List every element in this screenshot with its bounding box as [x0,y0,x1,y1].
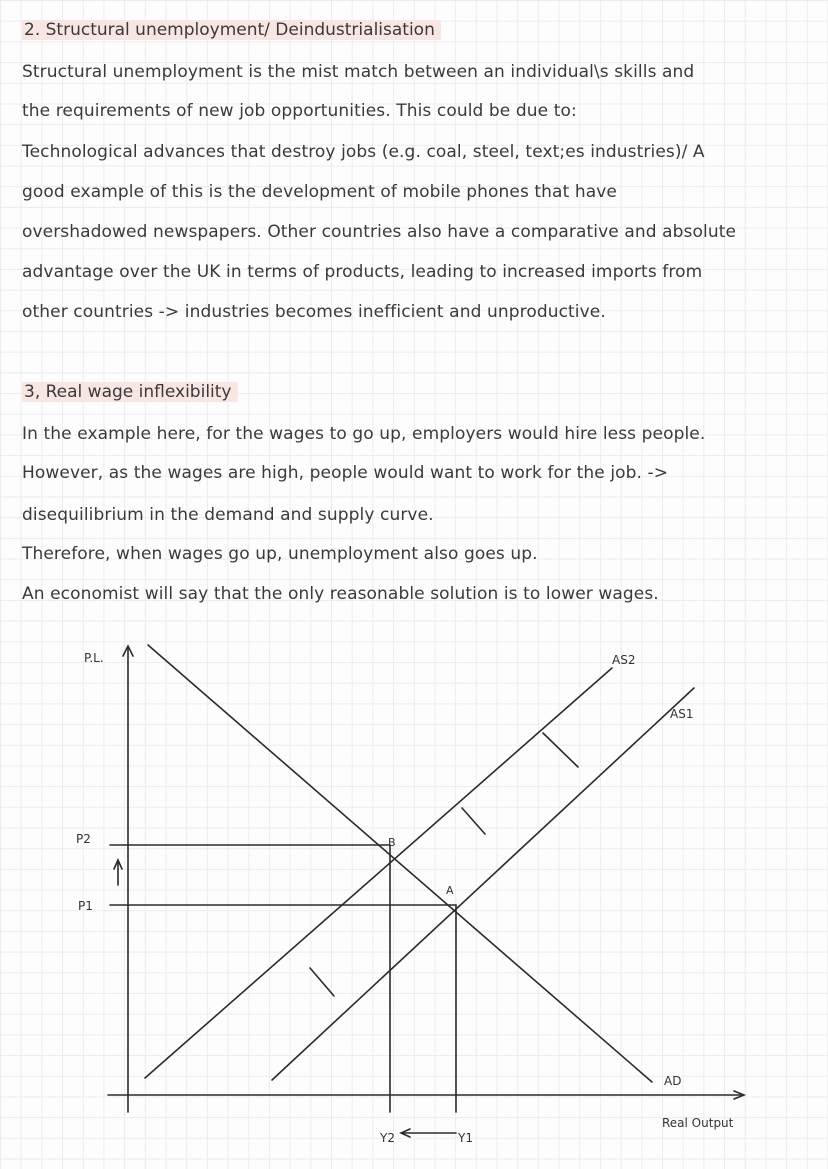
section-2-line-1: Structural unemployment is the mist match between an individual\s skills and [22,62,695,82]
as1-label: AS1 [670,707,694,721]
section-3-line-1: In the example here, for the wages to go up, employers would hire less people. [22,424,706,444]
shift-tick-1 [543,733,578,767]
as2-curve [145,668,612,1078]
ad-label: AD [664,1074,682,1088]
ad-curve [148,645,652,1082]
section-2-line-7: other countries -> industries becomes inefficient and unproductive. [22,302,606,322]
section-2-line-4: good example of this is the development of mobile phones that have [22,182,617,202]
shift-tick-2 [310,968,334,996]
section-2-line-2: the requirements of new job opportunities. This could be due to: [22,101,577,121]
section-2-line-5: overshadowed newspapers. Other countries also have a comparative and absolute [22,222,737,242]
point-b-label: B [388,836,396,849]
section-2-line-6: advantage over the UK in terms of products, leading to increased imports from [22,262,703,282]
x-axis-label: Real Output [662,1116,734,1130]
as1-curve [272,688,694,1080]
section-3-line-3: disequilibrium in the demand and supply curve. [22,505,434,525]
p1-label: P1 [78,899,93,913]
section-3-line-2: However, as the wages are high, people would want to work for the job. -> [22,463,669,483]
section-3-line-4: Therefore, when wages go up, unemployment also goes up. [22,544,538,564]
p2-label: P2 [76,832,91,846]
as2-label: AS2 [612,653,636,667]
shift-tick-3 [462,808,485,834]
y1-label: Y1 [458,1131,473,1145]
point-a-label: A [446,884,454,897]
section-2-line-3: Technological advances that destroy jobs (e.g. coal, steel, text;es industries)/ A [22,142,705,162]
y2-label: Y2 [380,1131,395,1145]
section-3-line-5: An economist will say that the only reasonable solution is to lower wages. [22,584,659,604]
y-axis-label: P.L. [84,651,104,665]
section-2-heading: 2. Structural unemployment/ Deindustrialisation [22,20,441,40]
section-3-heading: 3, Real wage inflexibility [22,382,238,402]
